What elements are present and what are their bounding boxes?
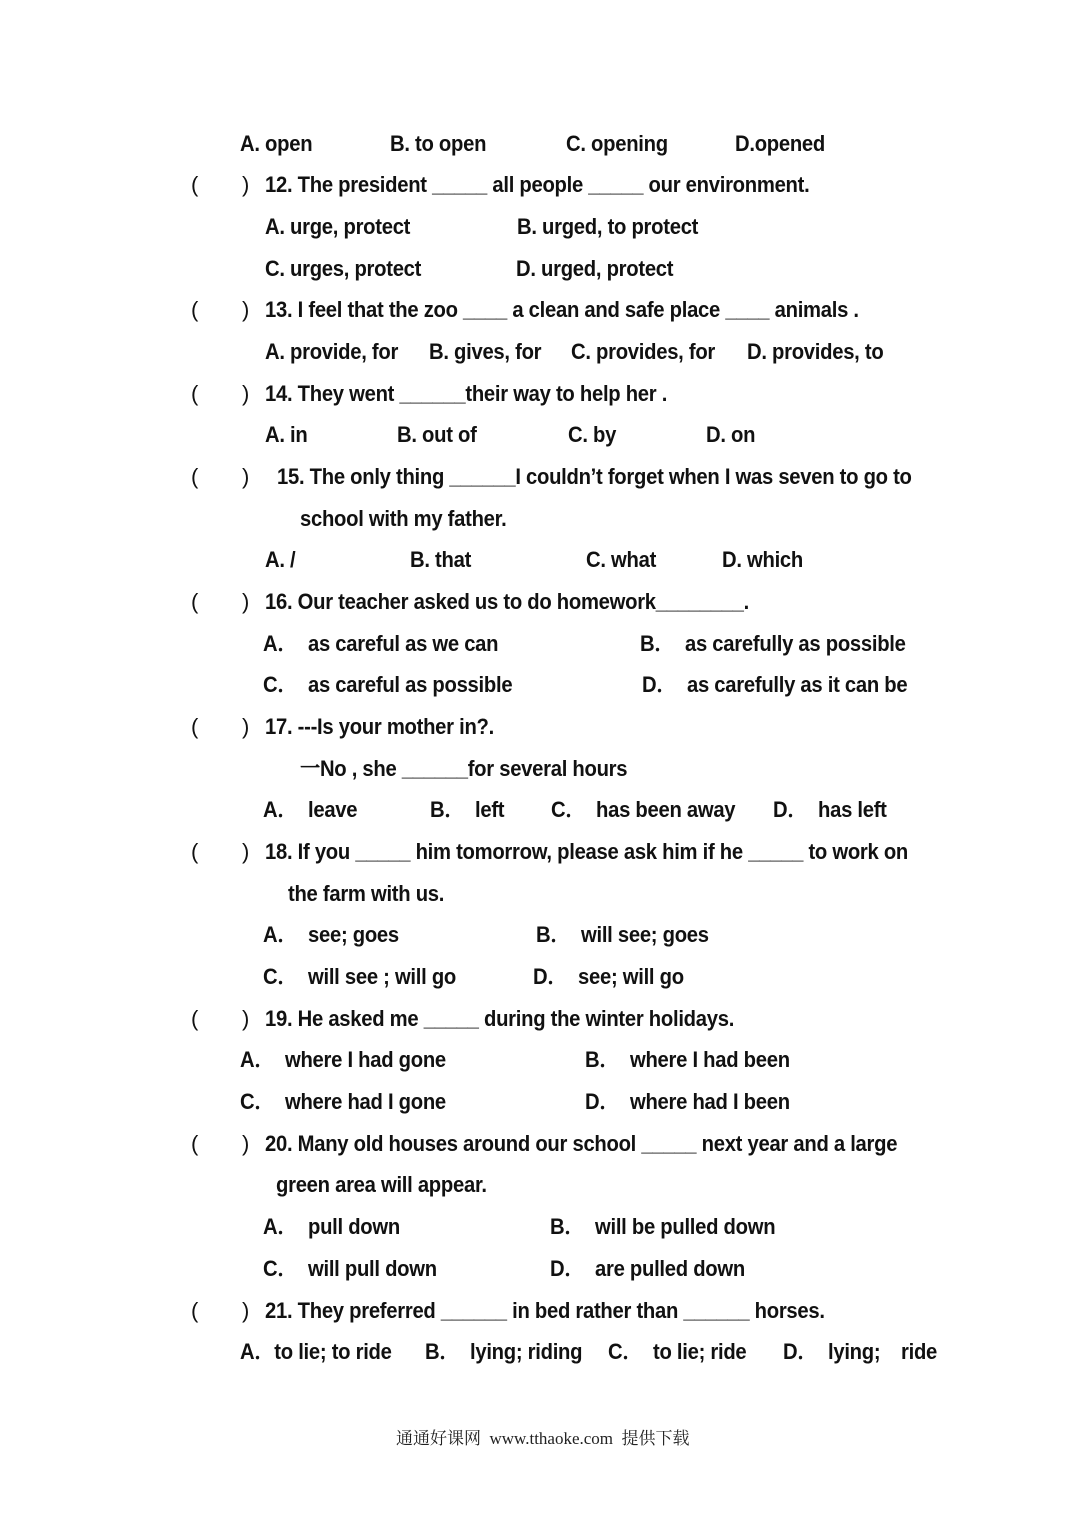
option-a: A． see; goes: [263, 922, 399, 947]
option-d: D． as carefully as it can be: [642, 672, 908, 697]
option-a: A． leave: [263, 797, 358, 822]
answer-paren-left: (: [191, 839, 199, 864]
question-stem: 12. The president _____ all people _____ our environment.: [265, 172, 810, 197]
option-a: A．to lie; to ride: [240, 1339, 392, 1364]
option-c: C． will see ; will go: [263, 964, 456, 989]
option-b: B. gives, for: [429, 339, 542, 364]
question-stem: 19. He asked me _____ during the winter holidays.: [265, 1006, 735, 1031]
answer-paren-right: ): [242, 464, 250, 489]
answer-paren-right: ): [242, 589, 250, 614]
option-d-continued: ride: [901, 1339, 938, 1364]
answer-paren-left: (: [191, 297, 199, 322]
option-a: A． as careful as we can: [263, 631, 499, 656]
answer-paren-right: ): [242, 1131, 250, 1156]
answer-paren-right: ): [242, 1006, 250, 1031]
answer-paren-left: (: [191, 1006, 199, 1031]
question-stem: 17. ---Is your mother in?.: [265, 714, 494, 739]
option-d: D. provides, to: [747, 339, 884, 364]
option-d: D. which: [722, 547, 804, 572]
answer-paren-right: ): [242, 1298, 250, 1323]
question-stem: 21. They preferred ______ in bed rather than ______ horses.: [265, 1298, 825, 1323]
option-a: A. open: [240, 131, 313, 156]
question-stem: 14. They went ______their way to help her .: [265, 381, 668, 406]
option-c: C． to lie; ride: [608, 1339, 747, 1364]
option-c: C. provides, for: [571, 339, 716, 364]
answer-paren-right: ): [242, 381, 250, 406]
option-a: A． pull down: [263, 1214, 400, 1239]
option-a: A. /: [265, 547, 296, 572]
answer-paren-left: (: [191, 464, 199, 489]
option-c: C. urges, protect: [265, 256, 422, 281]
option-a: A. in: [265, 422, 308, 447]
option-b: B. out of: [397, 422, 477, 447]
option-d: D. urged, protect: [516, 256, 674, 281]
answer-paren-left: (: [191, 1131, 199, 1156]
question-stem: 16. Our teacher asked us to do homework________.: [265, 589, 749, 614]
option-d: D． has left: [773, 797, 887, 822]
answer-paren-left: (: [191, 381, 199, 406]
option-d: D． where had I been: [585, 1089, 790, 1114]
option-b: B. that: [410, 547, 472, 572]
option-c: C． has been away: [551, 797, 736, 822]
answer-paren-left: (: [191, 714, 199, 739]
answer-paren-left: (: [191, 589, 199, 614]
option-d: D． lying;: [783, 1339, 881, 1364]
option-d: D.opened: [735, 131, 826, 156]
option-c: C. by: [568, 422, 617, 447]
answer-paren-right: ): [242, 297, 250, 322]
option-c: C. opening: [566, 131, 668, 156]
answer-paren-right: ): [242, 839, 250, 864]
question-stem: 15. The only thing ______I couldn’t forget when I was seven to go to: [277, 464, 912, 489]
option-c: C． where had I gone: [240, 1089, 446, 1114]
answer-paren-right: ): [242, 714, 250, 739]
option-b: B． lying; riding: [425, 1339, 583, 1364]
option-c: C. what: [586, 547, 657, 572]
option-a: A. urge, protect: [265, 214, 411, 239]
option-b: B． where I had been: [585, 1047, 790, 1072]
question-stem: 18. If you _____ him tomorrow, please ask him if he _____ to work on: [265, 839, 909, 864]
option-d: D. on: [706, 422, 756, 447]
option-a: A． where I had gone: [240, 1047, 446, 1072]
question-stem-continued: 一No , she ______for several hours: [300, 756, 628, 781]
answer-paren-left: (: [191, 172, 199, 197]
question-stem: 20. Many old houses around our school _____ next year and a large: [265, 1131, 898, 1156]
option-b: B. to open: [390, 131, 487, 156]
question-stem-continued: the farm with us.: [288, 881, 445, 906]
option-c: C． as careful as possible: [263, 672, 513, 697]
option-b: B． will see; goes: [536, 922, 709, 947]
answer-paren-right: ): [242, 172, 250, 197]
question-stem-continued: school with my father.: [300, 506, 507, 531]
option-c: C． will pull down: [263, 1256, 437, 1281]
question-stem-continued: green area will appear.: [276, 1172, 487, 1197]
answer-paren-left: (: [191, 1298, 199, 1323]
option-d: D． see; will go: [533, 964, 684, 989]
option-a: A. provide, for: [265, 339, 399, 364]
option-d: D． are pulled down: [550, 1256, 745, 1281]
option-b: B. urged, to protect: [517, 214, 699, 239]
option-b: B． as carefully as possible: [640, 631, 906, 656]
option-b: B． left: [430, 797, 505, 822]
option-b: B． will be pulled down: [550, 1214, 776, 1239]
question-stem: 13. I feel that the zoo ____ a clean and safe place ____ animals .: [265, 297, 859, 322]
page-footer: 通通好课网 www.tthaoke.com 提供下载: [396, 1429, 690, 1448]
